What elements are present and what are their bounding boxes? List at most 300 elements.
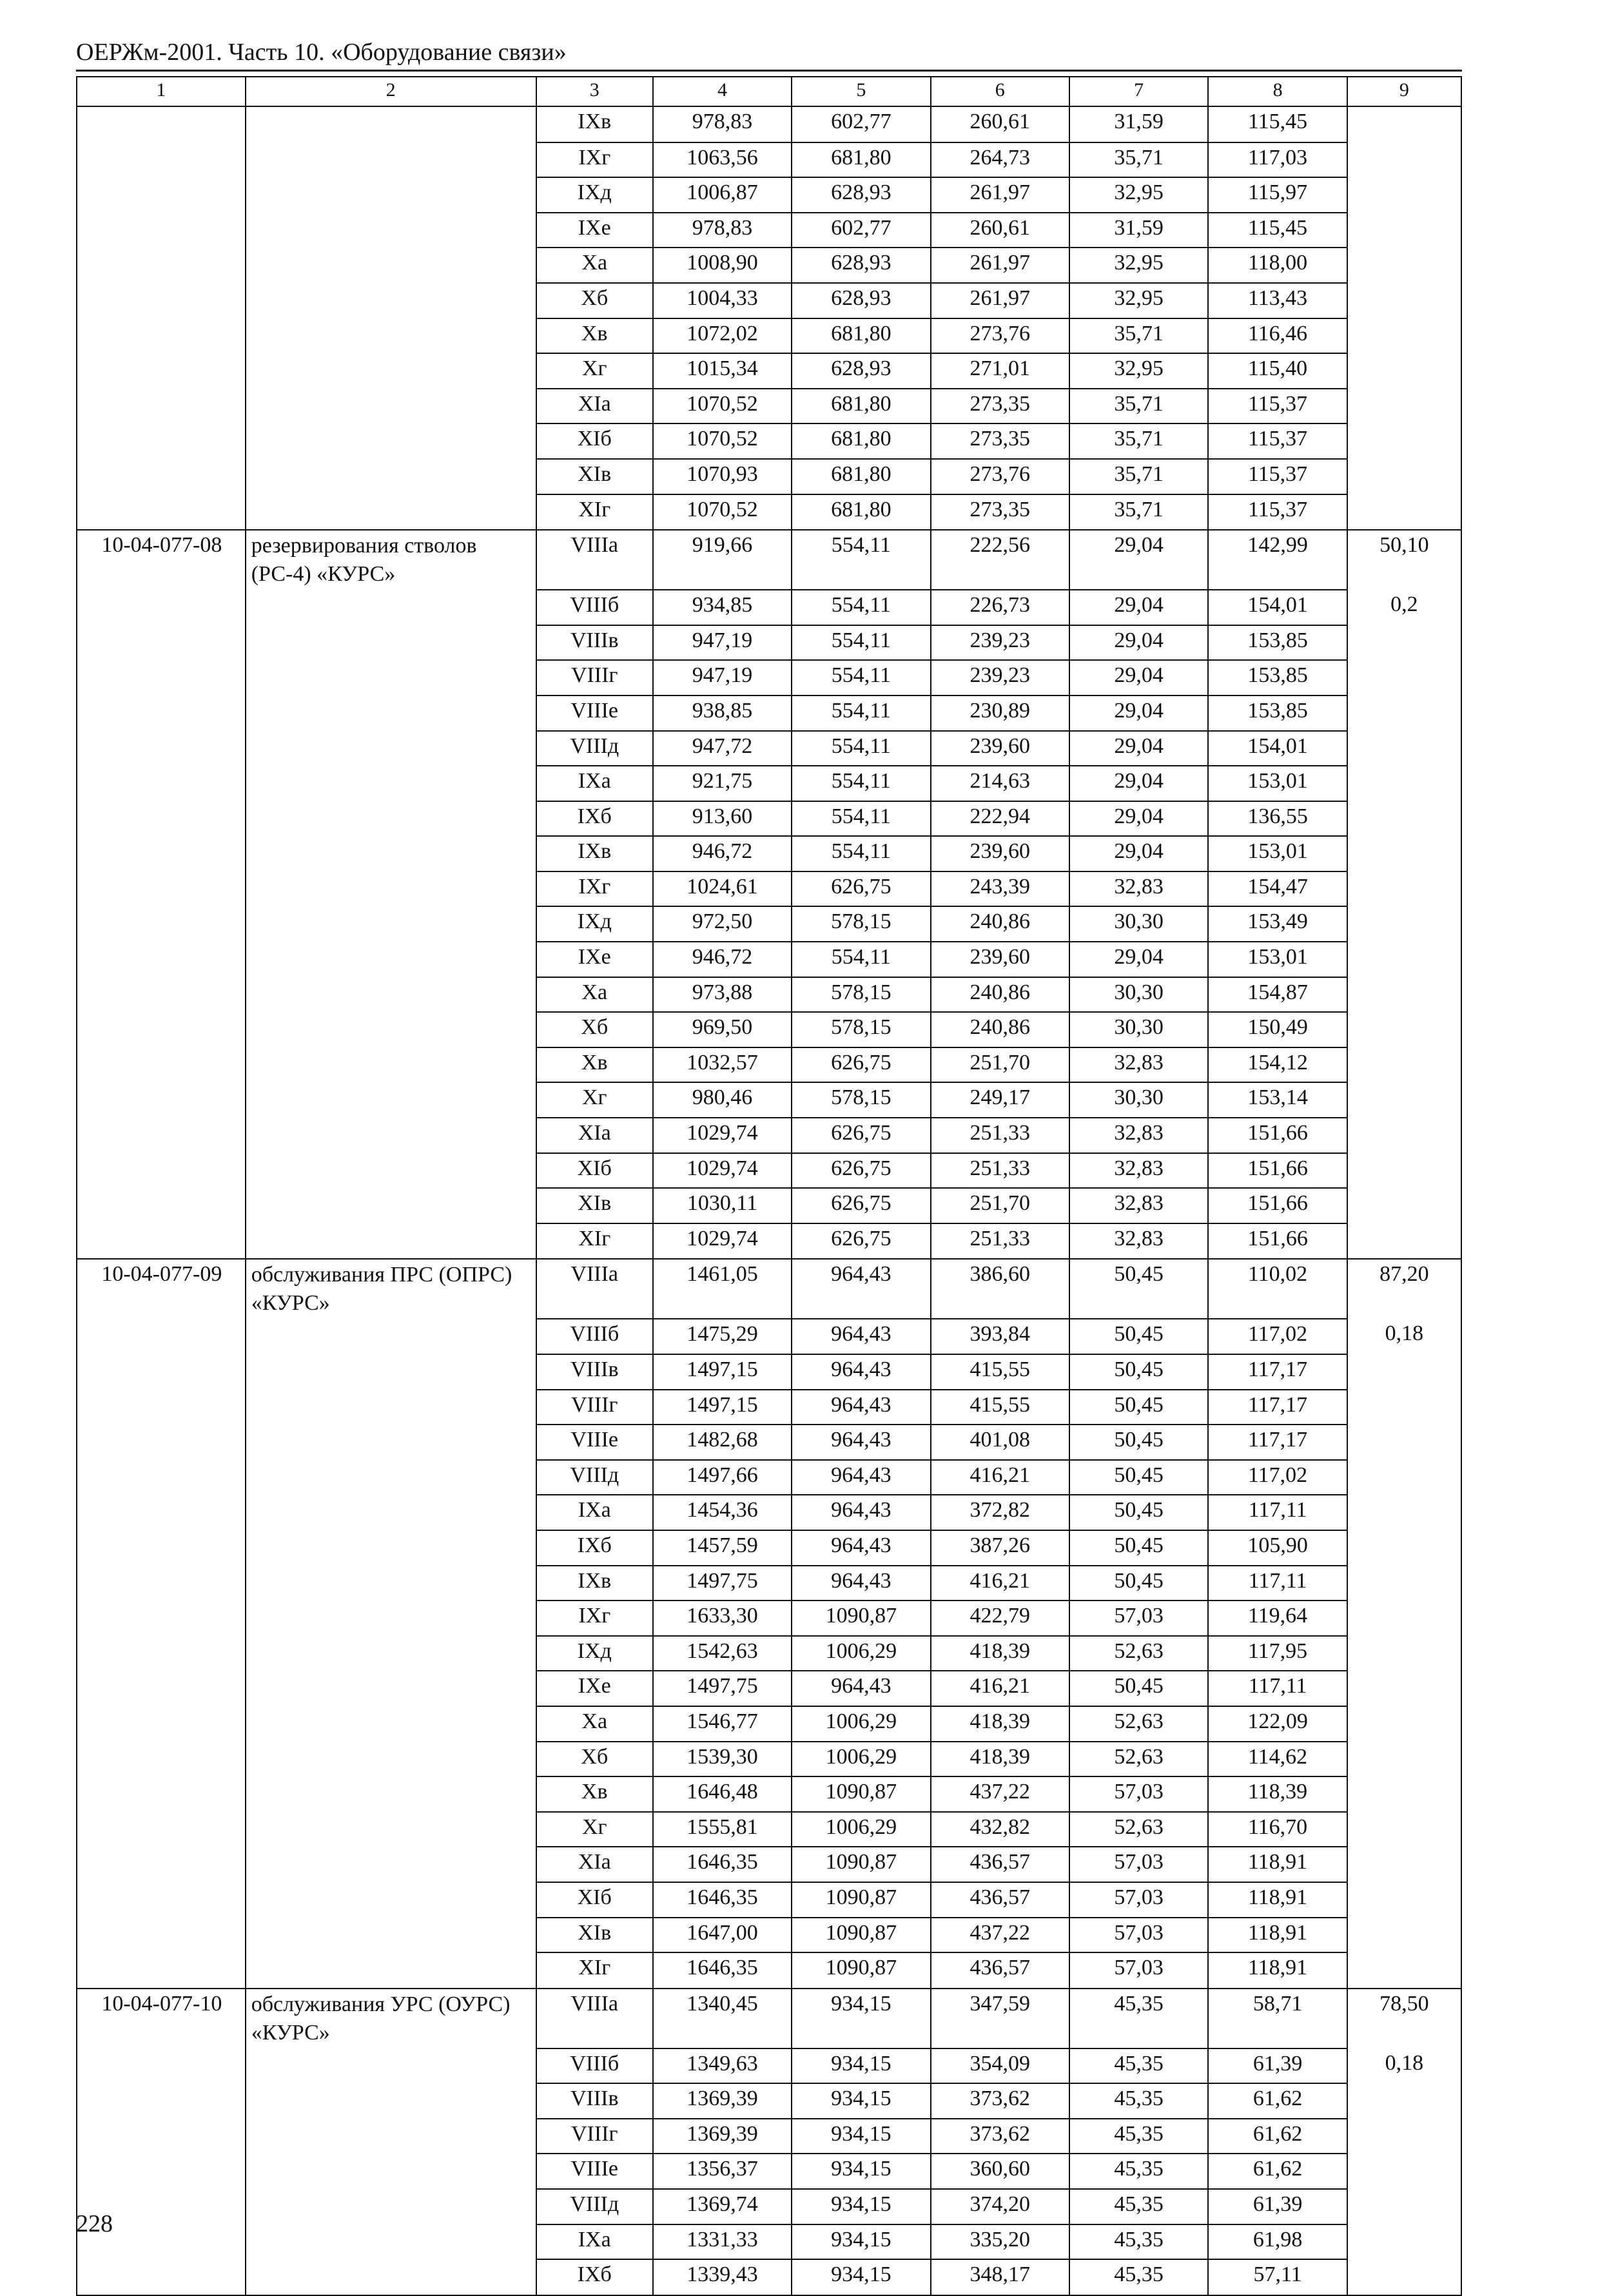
cell-value: 1647,00 [653,1918,792,1953]
cell-value: 153,85 [1208,696,1347,731]
cell-code [77,1530,246,1566]
table-row [77,1118,1461,1153]
cell-code [77,353,246,389]
table-row [77,2083,1461,2119]
cell-category: XIг [536,1223,653,1260]
cell-category: IXд [536,906,653,942]
cell-code [77,248,246,283]
cell-value: 578,15 [792,1012,930,1047]
cell-value: 1555,81 [653,1812,792,1847]
cell-extra: 87,20 [1347,1259,1461,1319]
cell-code [77,1460,246,1495]
table-row [77,766,1461,801]
cell-category: XIб [536,1882,653,1918]
cell-code [77,494,246,530]
cell-value: 1090,87 [792,1600,930,1636]
cell-value: 153,01 [1208,942,1347,977]
cell-value: 1497,75 [653,1671,792,1706]
table-row [77,871,1461,907]
cell-extra [1347,1882,1461,1918]
cell-name [246,423,536,459]
cell-value: 919,66 [653,530,792,590]
cell-value: 52,63 [1069,1742,1208,1777]
cell-value: 437,22 [931,1918,1069,1953]
cell-name [246,1495,536,1530]
cell-value: 373,62 [931,2083,1069,2119]
cell-value: 29,04 [1069,731,1208,766]
cell-name [246,2154,536,2189]
cell-value: 118,91 [1208,1882,1347,1918]
cell-name [246,696,536,731]
cell-value: 913,60 [653,801,792,837]
cell-value: 416,21 [931,1671,1069,1706]
cell-name [246,142,536,178]
cell-category: XIб [536,423,653,459]
cell-value: 251,33 [931,1118,1069,1153]
cell-code [77,836,246,871]
table-row [77,1952,1461,1989]
table-row [77,423,1461,459]
cell-value: 1340,45 [653,1989,792,2048]
cell-value: 1029,74 [653,1223,792,1260]
table-row [77,1776,1461,1812]
cell-value: 1646,35 [653,1882,792,1918]
cell-name [246,1706,536,1742]
cell-name [246,1776,536,1812]
cell-value: 61,62 [1208,2154,1347,2189]
cell-name [246,1319,536,1354]
table-row [77,2259,1461,2295]
cell-value: 151,66 [1208,1153,1347,1189]
table-row [77,977,1461,1013]
cell-value: 52,63 [1069,1706,1208,1742]
cell-extra [1347,1223,1461,1260]
cell-code [77,1118,246,1153]
cell-value: 1029,74 [653,1153,792,1189]
cell-extra [1347,660,1461,696]
cell-category: XIг [536,1952,653,1989]
cell-extra [1347,213,1461,248]
cell-name [246,2083,536,2119]
cell-value: 1006,87 [653,177,792,213]
table-row [77,1425,1461,1460]
cell-value: 153,14 [1208,1082,1347,1118]
table-row [77,248,1461,283]
cell-extra [1347,389,1461,424]
cell-category: Xб [536,1012,653,1047]
column-number: 3 [536,77,653,106]
cell-value: 437,22 [931,1776,1069,1812]
cell-extra [1347,1776,1461,1812]
cell-value: 271,01 [931,353,1069,389]
table-row [77,2154,1461,2189]
cell-value: 29,04 [1069,801,1208,837]
cell-category: IXб [536,1530,653,1566]
cell-value: 30,30 [1069,977,1208,1013]
cell-category: Xа [536,977,653,1013]
cell-category: VIIIе [536,1425,653,1460]
cell-name [246,283,536,318]
cell-value: 57,11 [1208,2259,1347,2295]
cell-code [77,177,246,213]
cell-value: 1029,74 [653,1118,792,1153]
cell-value: 1356,37 [653,2154,792,2189]
cell-name [246,2189,536,2224]
cell-category: Xг [536,353,653,389]
cell-value: 934,15 [792,2224,930,2260]
cell-value: 1497,15 [653,1354,792,1390]
cell-name [246,871,536,907]
table-row [77,731,1461,766]
cell-value: 115,40 [1208,353,1347,389]
cell-extra [1347,1047,1461,1083]
cell-value: 142,99 [1208,530,1347,590]
column-number: 4 [653,77,792,106]
cell-category: XIг [536,494,653,530]
cell-value: 115,97 [1208,177,1347,213]
cell-value: 115,37 [1208,389,1347,424]
cell-value: 432,82 [931,1812,1069,1847]
cell-value: 261,97 [931,177,1069,213]
cell-name [246,177,536,213]
cell-category: VIIIе [536,2154,653,2189]
cell-extra [1347,871,1461,907]
cell-value: 239,23 [931,625,1069,661]
cell-value: 374,20 [931,2189,1069,2224]
cell-code [77,1742,246,1777]
cell-category: IXв [536,836,653,871]
cell-value: 50,45 [1069,1530,1208,1566]
cell-code [77,106,246,142]
cell-value: 1339,43 [653,2259,792,2295]
cell-name: резервирования стволов (РС-4) «КУРС» [246,530,536,590]
cell-value: 626,75 [792,871,930,907]
cell-value: 554,11 [792,696,930,731]
cell-value: 1454,36 [653,1495,792,1530]
cell-value: 57,03 [1069,1776,1208,1812]
table-row [77,1706,1461,1742]
cell-value: 436,57 [931,1882,1069,1918]
cell-value: 554,11 [792,530,930,590]
cell-value: 1072,02 [653,318,792,354]
cell-value: 52,63 [1069,1812,1208,1847]
cell-value: 45,35 [1069,2048,1208,2084]
cell-extra: 0,2 [1347,590,1461,625]
cell-code [77,1671,246,1706]
cell-extra [1347,423,1461,459]
cell-value: 136,55 [1208,801,1347,837]
cell-value: 31,59 [1069,106,1208,142]
page-number: 228 [76,2210,113,2237]
cell-value: 418,39 [931,1742,1069,1777]
cell-value: 418,39 [931,1636,1069,1671]
table-row [77,1882,1461,1918]
cell-extra [1347,318,1461,354]
cell-value: 29,04 [1069,696,1208,731]
cell-name [246,660,536,696]
cell-extra [1347,2083,1461,2119]
cell-value: 154,87 [1208,977,1347,1013]
cell-value: 29,04 [1069,625,1208,661]
cell-value: 45,35 [1069,2224,1208,2260]
cell-category: VIIIг [536,1390,653,1425]
cell-category: VIIIе [536,696,653,731]
cell-code [77,1012,246,1047]
cell-value: 151,66 [1208,1118,1347,1153]
cell-extra [1347,1671,1461,1706]
table-row [77,1812,1461,1847]
cell-value: 415,55 [931,1354,1069,1390]
cell-value: 681,80 [792,318,930,354]
cell-value: 240,86 [931,977,1069,1013]
table-row [77,1742,1461,1777]
table-row [77,1460,1461,1495]
cell-value: 1032,57 [653,1047,792,1083]
cell-category: IXг [536,871,653,907]
cell-value: 57,03 [1069,1918,1208,1953]
cell-value: 416,21 [931,1460,1069,1495]
cell-extra [1347,459,1461,494]
cell-value: 554,11 [792,731,930,766]
cell-value: 260,61 [931,213,1069,248]
cell-value: 117,02 [1208,1319,1347,1354]
cell-value: 45,35 [1069,2119,1208,2154]
cell-value: 117,95 [1208,1636,1347,1671]
cell-value: 118,91 [1208,1952,1347,1989]
cell-value: 416,21 [931,1566,1069,1601]
cell-category: VIIIб [536,590,653,625]
cell-value: 261,97 [931,248,1069,283]
cell-value: 1369,74 [653,2189,792,2224]
cell-extra: 0,18 [1347,1319,1461,1354]
cell-value: 118,91 [1208,1847,1347,1882]
cell-name [246,318,536,354]
cell-value: 32,95 [1069,283,1208,318]
cell-name [246,2119,536,2154]
cell-name [246,1425,536,1460]
table-row [77,660,1461,696]
cell-extra [1347,177,1461,213]
cell-value: 626,75 [792,1188,930,1223]
cell-category: VIIIа [536,530,653,590]
cell-value: 61,39 [1208,2189,1347,2224]
cell-value: 29,04 [1069,942,1208,977]
cell-value: 1482,68 [653,1425,792,1460]
cell-value: 1646,35 [653,1847,792,1882]
cell-value: 418,39 [931,1706,1069,1742]
cell-name [246,389,536,424]
cell-category: IXа [536,766,653,801]
cell-value: 972,50 [653,906,792,942]
cell-value: 151,66 [1208,1188,1347,1223]
column-number-row [77,77,1461,106]
cell-extra [1347,106,1461,142]
cell-value: 32,95 [1069,177,1208,213]
cell-value: 1349,63 [653,2048,792,2084]
cell-code [77,1188,246,1223]
cell-value: 934,15 [792,2119,930,2154]
cell-value: 1461,05 [653,1259,792,1319]
cell-value: 1497,66 [653,1460,792,1495]
cell-value: 628,93 [792,283,930,318]
cell-value: 45,35 [1069,2083,1208,2119]
cell-value: 436,57 [931,1847,1069,1882]
table-row [77,1319,1461,1354]
cell-value: 50,45 [1069,1495,1208,1530]
table-row [77,1047,1461,1083]
cell-value: 50,45 [1069,1259,1208,1319]
cell-name [246,1882,536,1918]
cell-value: 240,86 [931,1012,1069,1047]
cell-name [246,1671,536,1706]
cell-value: 153,85 [1208,660,1347,696]
table-row [77,1636,1461,1671]
cell-category: XIв [536,1188,653,1223]
cell-value: 116,70 [1208,1812,1347,1847]
cell-value: 1063,56 [653,142,792,178]
cell-value: 436,57 [931,1952,1069,1989]
cell-value: 150,49 [1208,1012,1347,1047]
cell-extra: 78,50 [1347,1989,1461,2048]
cell-value: 226,73 [931,590,1069,625]
cell-category: Xв [536,1776,653,1812]
cell-extra [1347,1918,1461,1953]
cell-name [246,801,536,837]
table-row [77,1847,1461,1882]
cell-value: 260,61 [931,106,1069,142]
cell-name [246,1600,536,1636]
cell-value: 29,04 [1069,530,1208,590]
cell-name [246,1566,536,1601]
cell-code [77,977,246,1013]
cell-category: IXг [536,1600,653,1636]
cell-category: Xа [536,248,653,283]
cell-value: 602,77 [792,213,930,248]
cell-category: Xв [536,318,653,354]
cell-value: 964,43 [792,1319,930,1354]
cell-category: VIIIб [536,1319,653,1354]
cell-value: 602,77 [792,106,930,142]
cell-value: 1006,29 [792,1742,930,1777]
cell-value: 110,02 [1208,1259,1347,1319]
cell-name [246,1812,536,1847]
table-row [77,1082,1461,1118]
cell-name [246,494,536,530]
cell-name [246,836,536,871]
cell-value: 45,35 [1069,1989,1208,2048]
cell-category: Xб [536,283,653,318]
cell-value: 35,71 [1069,389,1208,424]
table-row [77,213,1461,248]
cell-category: XIб [536,1153,653,1189]
cell-value: 273,35 [931,423,1069,459]
cell-name [246,1223,536,1260]
cell-extra [1347,1812,1461,1847]
table-row [77,318,1461,354]
table-row [77,1530,1461,1566]
cell-value: 115,37 [1208,459,1347,494]
cell-value: 240,86 [931,906,1069,942]
cell-extra [1347,353,1461,389]
cell-value: 153,49 [1208,906,1347,942]
cell-value: 372,82 [931,1495,1069,1530]
cell-category: IXг [536,142,653,178]
cell-value: 113,43 [1208,283,1347,318]
cell-name [246,213,536,248]
table-row [77,2048,1461,2084]
cell-value: 1006,29 [792,1812,930,1847]
cell-extra [1347,1847,1461,1882]
cell-value: 1006,29 [792,1636,930,1671]
cell-value: 964,43 [792,1671,930,1706]
table-row [77,2224,1461,2260]
cell-value: 239,60 [931,836,1069,871]
cell-value: 31,59 [1069,213,1208,248]
cell-value: 50,45 [1069,1390,1208,1425]
cell-value: 373,62 [931,2119,1069,2154]
cell-value: 964,43 [792,1530,930,1566]
cell-category: IXв [536,1566,653,1601]
cell-value: 964,43 [792,1460,930,1495]
cell-code [77,696,246,731]
cell-value: 30,30 [1069,1082,1208,1118]
cell-value: 1024,61 [653,871,792,907]
cell-value: 626,75 [792,1153,930,1189]
cell-value: 969,50 [653,1012,792,1047]
cell-value: 964,43 [792,1425,930,1460]
cell-extra [1347,942,1461,977]
cell-extra [1347,2259,1461,2295]
cell-value: 32,83 [1069,1153,1208,1189]
cell-code [77,1354,246,1390]
cell-value: 29,04 [1069,660,1208,696]
cell-code [77,731,246,766]
cell-value: 230,89 [931,696,1069,731]
cell-value: 30,30 [1069,1012,1208,1047]
cell-extra [1347,1354,1461,1390]
cell-value: 57,03 [1069,1847,1208,1882]
cell-value: 222,56 [931,530,1069,590]
table-row [77,1989,1461,2048]
cell-category: IXд [536,177,653,213]
cell-value: 122,09 [1208,1706,1347,1742]
cell-value: 249,17 [931,1082,1069,1118]
cell-name [246,106,536,142]
cell-code [77,1952,246,1989]
cell-category: VIIIб [536,2048,653,2084]
cell-extra [1347,2119,1461,2154]
cell-name [246,1530,536,1566]
cell-value: 119,64 [1208,1600,1347,1636]
cell-code [77,1223,246,1260]
cell-category: IXа [536,2224,653,2260]
cell-name [246,766,536,801]
cell-category: Xв [536,1047,653,1083]
cell-category: IXв [536,106,653,142]
cell-value: 628,93 [792,353,930,389]
cell-value: 934,15 [792,2259,930,2295]
cell-value: 626,75 [792,1223,930,1260]
cell-code [77,1847,246,1882]
cell-value: 52,63 [1069,1636,1208,1671]
cell-value: 681,80 [792,389,930,424]
cell-category: IXб [536,2259,653,2295]
cell-value: 117,11 [1208,1566,1347,1601]
cell-value: 35,71 [1069,494,1208,530]
cell-value: 32,83 [1069,1188,1208,1223]
table-row [77,590,1461,625]
cell-value: 117,17 [1208,1390,1347,1425]
